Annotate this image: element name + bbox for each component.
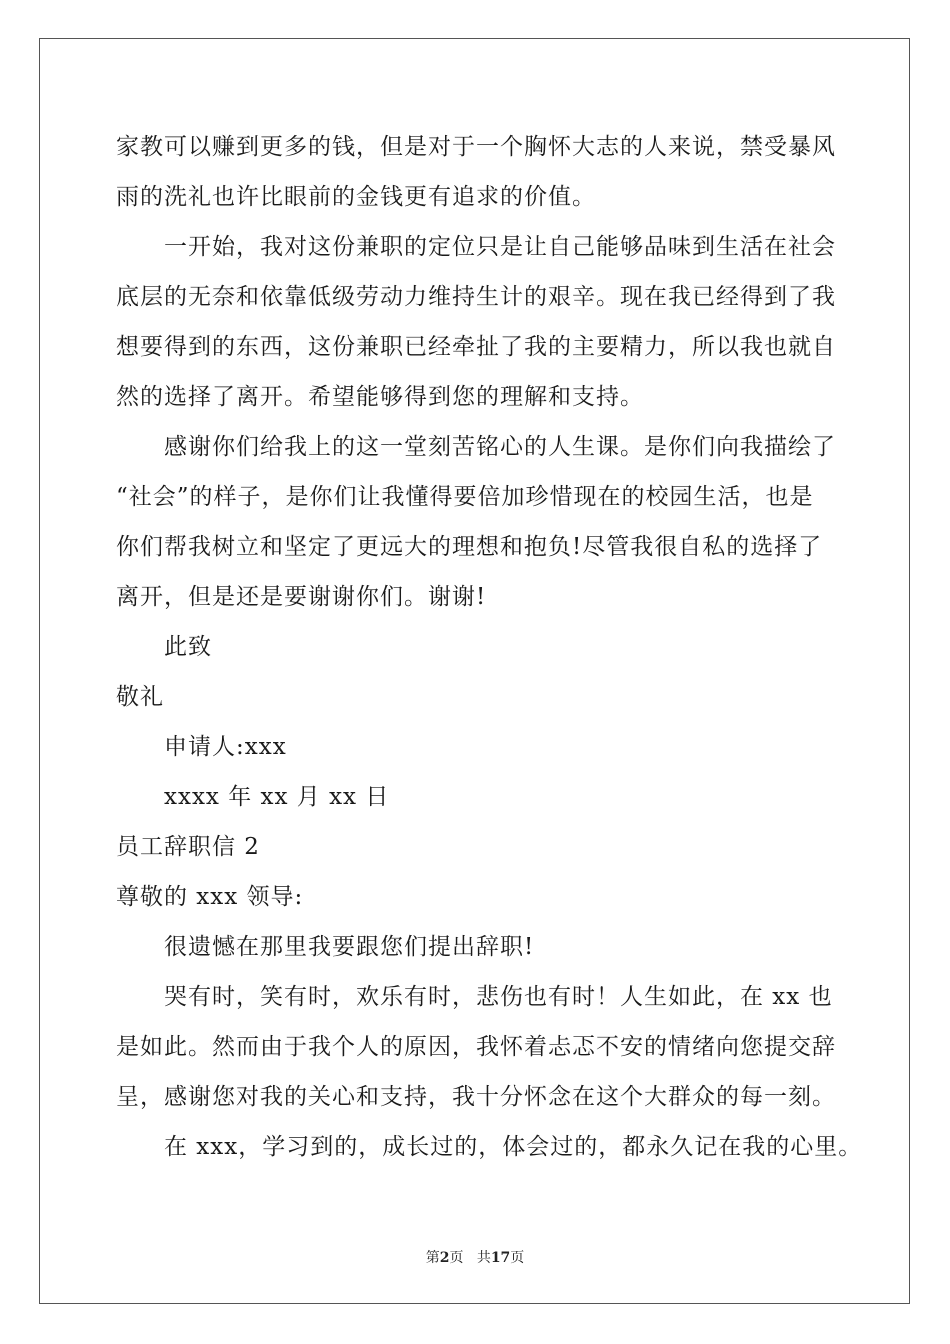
text-line: 你们帮我树立和坚定了更远大的理想和抱负!尽管我很自私的选择了 [116, 534, 823, 560]
section-title: 员工辞职信 2 [116, 834, 260, 860]
text-line: 雨的洗礼也许比眼前的金钱更有追求的价值。 [116, 184, 596, 210]
text-line: 是如此。然而由于我个人的原因，我怀着忐忑不安的情绪向您提交辞 [116, 1034, 836, 1060]
text-line: “社会”的样子，是你们让我懂得要倍加珍惜现在的校园生活，也是 [116, 484, 814, 510]
date-line: xxxx 年 xx 月 xx 日 [164, 784, 390, 810]
text-line: 家教可以赚到更多的钱，但是对于一个胸怀大志的人来说，禁受暴风 [116, 134, 836, 160]
footer-page-number: 2 [439, 1250, 450, 1266]
text-line: 在 xxx，学习到的，成长过的，体会过的，都永久记在我的心里。 [164, 1134, 863, 1160]
applicant-line: 申请人:xxx [164, 734, 287, 760]
text-line: 呈，感谢您对我的关心和支持，我十分怀念在这个大群众的每一刻。 [116, 1084, 836, 1110]
page-footer [0, 1247, 950, 1267]
text-line: 很遗憾在那里我要跟您们提出辞职! [164, 934, 535, 960]
text-line: 想要得到的东西，这份兼职已经牵扯了我的主要精力，所以我也就自 [116, 334, 836, 360]
greeting-line: 尊敬的 xxx 领导: [116, 884, 304, 910]
salutation-line: 敬礼 [116, 684, 164, 710]
footer-prefix: 第 [425, 1250, 440, 1266]
footer-page-suffix: 页 [449, 1250, 464, 1266]
footer-total-prefix: 共 [476, 1250, 491, 1266]
footer-total-pages: 17 [490, 1250, 511, 1266]
closing-line: 此致 [164, 634, 212, 660]
text-line: 哭有时，笑有时，欢乐有时，悲伤也有时！人生如此，在 xx 也 [164, 984, 833, 1010]
text-line: 感谢你们给我上的这一堂刻苦铭心的人生课。是你们向我描绘了 [164, 434, 836, 460]
text-line: 离开，但是还是要谢谢你们。谢谢! [116, 584, 487, 610]
footer-total-suffix: 页 [510, 1250, 525, 1266]
text-line: 然的选择了离开。希望能够得到您的理解和支持。 [116, 384, 644, 410]
text-line: 底层的无奈和依靠低级劳动力维持生计的艰辛。现在我已经得到了我 [116, 284, 836, 310]
text-line: 一开始，我对这份兼职的定位只是让自己能够品味到生活在社会 [164, 234, 836, 260]
document-body [116, 122, 863, 1172]
